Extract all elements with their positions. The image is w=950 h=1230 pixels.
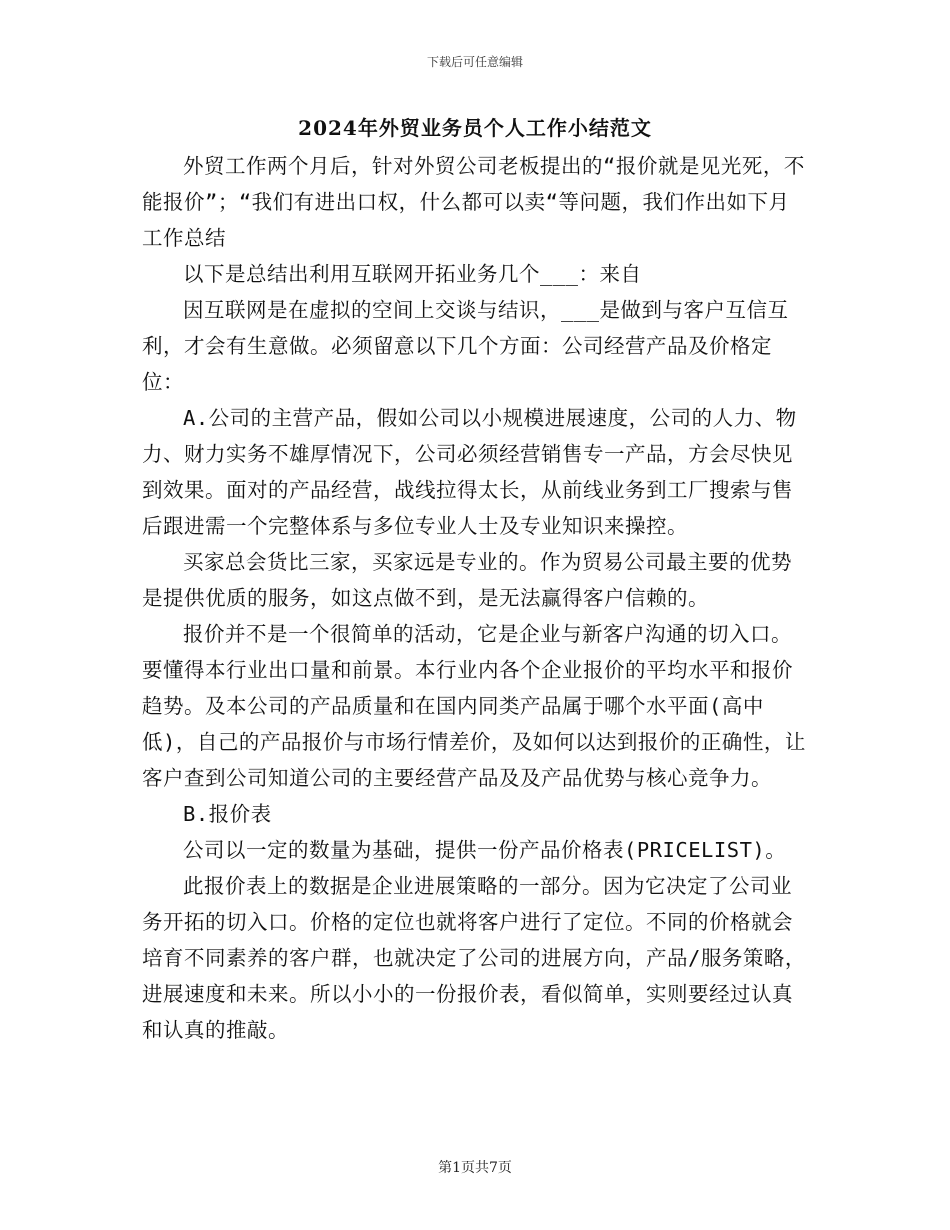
page-number-footer: 第1页共7页: [438, 1160, 512, 1176]
paragraph: 因互联网是在虚拟的空间上交谈与结识，___是做到与客户互信互利，才会有生意做。必须留意以下几个方面：公司经营产品及价格定位：: [142, 298, 789, 394]
paragraph: B.报价表: [183, 802, 272, 826]
paragraph: 此报价表上的数据是企业进展策略的一部分。因为它决定了公司业务开拓的切入口。价格的定位也就将客户进行了定位。不同的价格就会培育不同素养的客户群，也就决定了公司的进展方向，产品/服务策略，进展速度和未来。所以小小的一份报价表，看似简单，实则要经过认真和认真的推敲。: [142, 874, 806, 1042]
paragraph: 以下是总结出利用互联网开拓业务几个___：来自: [183, 262, 642, 286]
paragraph: 买家总会货比三家，买家远是专业的。作为贸易公司最主要的优势是提供优质的服务，如这点做不到，是无法赢得客户信赖的。: [142, 550, 792, 610]
paragraph: 公司以一定的数量为基础，提供一份产品价格表(PRICELIST)。: [183, 838, 787, 862]
document-title: 2024年外贸业务员个人工作小结范文: [298, 116, 652, 140]
paragraph: 报价并不是一个很简单的活动，它是企业与新客户沟通的切入口。要懂得本行业出口量和前景。本行业内各个企业报价的平均水平和报价趋势。及本公司的产品质量和在国内同类产品属于哪个水平面(高中低)，自己的产品报价与市场行情差价，及如何以达到报价的正确性，让客户查到公司知道公司的主要经营产品及及产品优势与核心竞争力。: [142, 622, 806, 790]
document-body: [142, 148, 808, 1048]
paragraph: 外贸工作两个月后，针对外贸公司老板提出的“报价就是见光死，不能报价”；“我们有进出口权，什么都可以卖“等问题，我们作出如下月工作总结: [142, 154, 805, 250]
paragraph: A.公司的主营产品，假如公司以小规模进展速度，公司的人力、物力、财力实务不雄厚情况下，公司必须经营销售专一产品，方会尽快见到效果。面对的产品经营，战线拉得太长，从前线业务到工厂搜索与售后跟进需一个完整体系与多位专业人士及专业知识来操控。: [142, 406, 797, 538]
header-note: 下载后可任意编辑: [426, 55, 523, 69]
